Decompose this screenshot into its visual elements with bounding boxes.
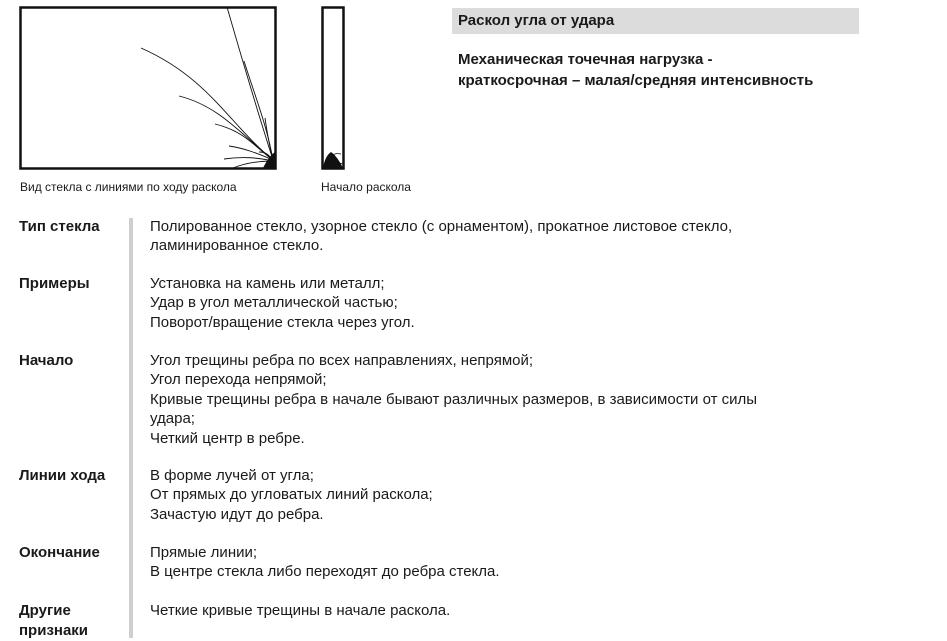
row-label (19, 601, 127, 641)
title-bar (452, 8, 859, 34)
row-line: ламинированное стекло. (150, 237, 324, 255)
row-line: Удар в угол металлической частью; (150, 294, 398, 312)
glass-edge-view-diagram (321, 6, 345, 170)
row-label: Начало (19, 352, 74, 369)
subtitle (458, 49, 898, 91)
row-label-line: Другие (19, 602, 71, 619)
row-label: Тип стекла (19, 218, 100, 235)
row-line: Установка на камень или металл; (150, 275, 385, 292)
row-line: Угол трещины ребра по всех направлениях, непрямой; (150, 352, 534, 369)
column-divider (129, 218, 133, 638)
edge-view-caption: Начало раскола (321, 180, 411, 194)
page-title: Раскол угла от удара (458, 12, 615, 29)
row-label: Линии хода (19, 467, 106, 484)
glass-front-view-diagram (19, 6, 277, 170)
row-line: От прямых до угловатых линий раскола; (150, 486, 433, 504)
row-line: Четкий центр в ребре. (150, 429, 305, 447)
row-text (150, 601, 920, 620)
row-label: Окончание (19, 544, 100, 561)
row-line: Полированное стекло, узорное стекло (с орнаментом), прокатное листовое стекло, (150, 218, 733, 235)
row-text (150, 466, 920, 524)
row-text (150, 217, 920, 256)
row-text (150, 351, 920, 448)
row-line: Зачастую идут до ребра. (150, 505, 324, 523)
row-line: Угол перехода непрямой; (150, 371, 327, 389)
glass-pane-outline (21, 8, 276, 169)
row-line: Четкие кривые трещины в начале раскола. (150, 602, 451, 619)
row-line: удара; (150, 410, 195, 428)
row-text (150, 274, 920, 332)
row-label: Примеры (19, 275, 90, 292)
row-line: В центре стекла либо переходят до ребра стекла. (150, 563, 500, 581)
row-label-line: признаки (19, 622, 89, 639)
row-line: Кривые трещины ребра в начале бывают различных размеров, в зависимости от силы (150, 390, 758, 408)
row-line: В форме лучей от угла; (150, 467, 314, 484)
glass-edge-outline (323, 8, 344, 169)
front-view-caption: Вид стекла с линиями по ходу раскола (20, 180, 237, 194)
row-text (150, 543, 920, 582)
row-line: Прямые линии; (150, 544, 258, 561)
subtitle-line: краткосрочная – малая/средняя интенсивность (458, 72, 814, 89)
subtitle-line: Механическая точечная нагрузка - (458, 51, 713, 68)
row-line: Поворот/вращение стекла через угол. (150, 313, 415, 331)
